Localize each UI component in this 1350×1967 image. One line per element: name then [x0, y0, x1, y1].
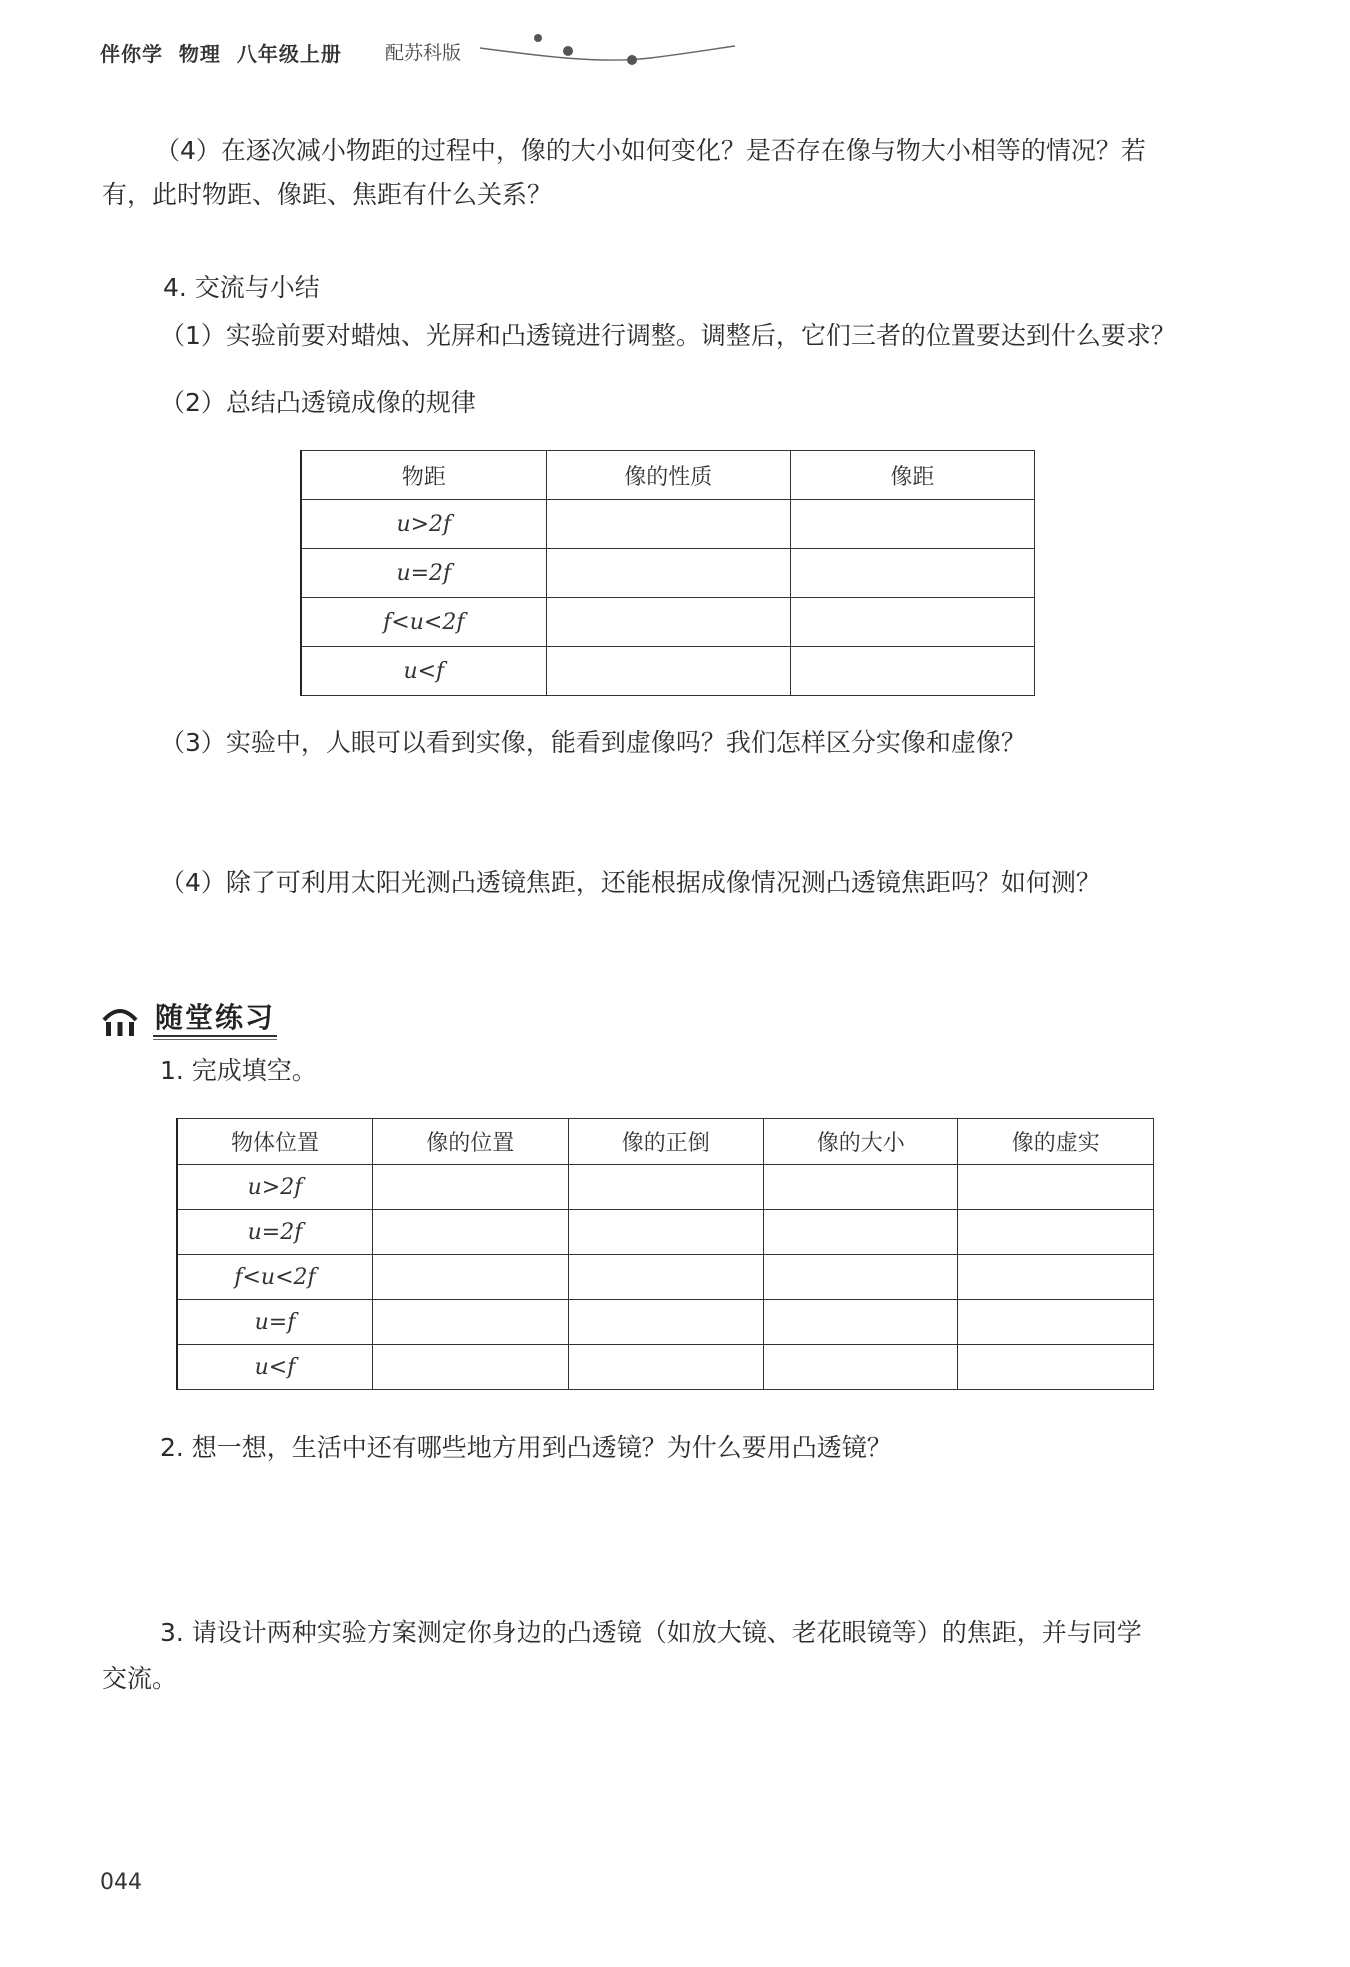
table2-blank-cell	[958, 1345, 1154, 1390]
table2-blank-cell	[568, 1300, 763, 1345]
table1-blank-cell	[790, 500, 1034, 549]
table2-header-image-orientation: 像的正倒	[568, 1119, 763, 1165]
imaging-rules-table	[300, 450, 1035, 696]
practice-q2: 2. 想一想，生活中还有哪些地方用到凸透镜？为什么要用凸透镜？	[160, 1433, 892, 1462]
table1-header-image-distance: 像距	[790, 451, 1034, 500]
page-number: 044	[100, 1870, 142, 1895]
table1-blank-cell	[546, 647, 790, 696]
wave-dots-icon	[480, 26, 740, 66]
section-4-q1: （1）实验前要对蜡烛、光屏和凸透镜进行调整。调整后，它们三者的位置要达到什么要求？	[160, 321, 1176, 350]
question-4-line1: （4）在逐次减小物距的过程中，像的大小如何变化？是否存在像与物大小相等的情况？若	[155, 136, 1146, 165]
fill-in-table	[176, 1118, 1154, 1390]
table2-blank-cell	[373, 1255, 568, 1300]
table2-blank-cell	[568, 1165, 763, 1210]
table1-header-object-distance: 物距	[301, 451, 546, 500]
table2-header-image-size: 像的大小	[763, 1119, 958, 1165]
section-title-underline	[153, 1035, 277, 1037]
table2-blank-cell	[958, 1300, 1154, 1345]
practice-q3-line2: 交流。	[102, 1664, 178, 1693]
table2-blank-cell	[763, 1345, 958, 1390]
table1-blank-cell	[546, 500, 790, 549]
table2-row-label: u<f	[177, 1345, 373, 1390]
arch-columns-icon	[100, 1000, 140, 1038]
practice-q3-line1: 3. 请设计两种实验方案测定你身边的凸透镜（如放大镜、老花眼镜等）的焦距，并与同学	[160, 1618, 1142, 1647]
table2-blank-cell	[958, 1210, 1154, 1255]
table2-blank-cell	[958, 1165, 1154, 1210]
table2-blank-cell	[763, 1255, 958, 1300]
table2-blank-cell	[568, 1255, 763, 1300]
table1-blank-cell	[546, 598, 790, 647]
table2-row-label: f<u<2f	[177, 1255, 373, 1300]
header-title: 伴你学 物理 八年级上册	[100, 42, 342, 66]
table2-blank-cell	[373, 1210, 568, 1255]
table2-blank-cell	[568, 1345, 763, 1390]
table1-header-image-nature: 像的性质	[546, 451, 790, 500]
table1-blank-cell	[546, 549, 790, 598]
table2-row-label: u>2f	[177, 1165, 373, 1210]
table1-blank-cell	[790, 549, 1034, 598]
section-4-heading: 4. 交流与小结	[163, 273, 320, 302]
table2-header-image-real-virtual: 像的虚实	[958, 1119, 1154, 1165]
table1-row-label: u>2f	[301, 500, 546, 549]
table2-row-label: u=f	[177, 1300, 373, 1345]
table1-blank-cell	[790, 647, 1034, 696]
table2-blank-cell	[568, 1210, 763, 1255]
table2-blank-cell	[373, 1165, 568, 1210]
section-title-underline-thin	[153, 1039, 277, 1040]
question-4-line2: 有，此时物距、像距、焦距有什么关系？	[102, 180, 553, 209]
table1-blank-cell	[790, 598, 1034, 647]
table2-blank-cell	[958, 1255, 1154, 1300]
section-4-q2: （2）总结凸透镜成像的规律	[160, 388, 476, 417]
table2-blank-cell	[763, 1165, 958, 1210]
table2-row-label: u=2f	[177, 1210, 373, 1255]
table2-blank-cell	[373, 1300, 568, 1345]
header-edition: 配苏科版	[385, 42, 462, 64]
table2-blank-cell	[763, 1210, 958, 1255]
section-4-q3: （3）实验中，人眼可以看到实像，能看到虚像吗？我们怎样区分实像和虚像？	[160, 728, 1026, 757]
section-title: 随堂练习	[155, 1001, 276, 1034]
practice-q1: 1. 完成填空。	[160, 1056, 317, 1085]
table2-blank-cell	[763, 1300, 958, 1345]
table2-blank-cell	[373, 1345, 568, 1390]
table2-header-object-position: 物体位置	[177, 1119, 373, 1165]
table1-row-label: f<u<2f	[301, 598, 546, 647]
table1-row-label: u<f	[301, 647, 546, 696]
table2-header-image-position: 像的位置	[373, 1119, 568, 1165]
section-4-q4: （4）除了可利用太阳光测凸透镜焦距，还能根据成像情况测凸透镜焦距吗？如何测？	[160, 868, 1101, 897]
table1-row-label: u=2f	[301, 549, 546, 598]
